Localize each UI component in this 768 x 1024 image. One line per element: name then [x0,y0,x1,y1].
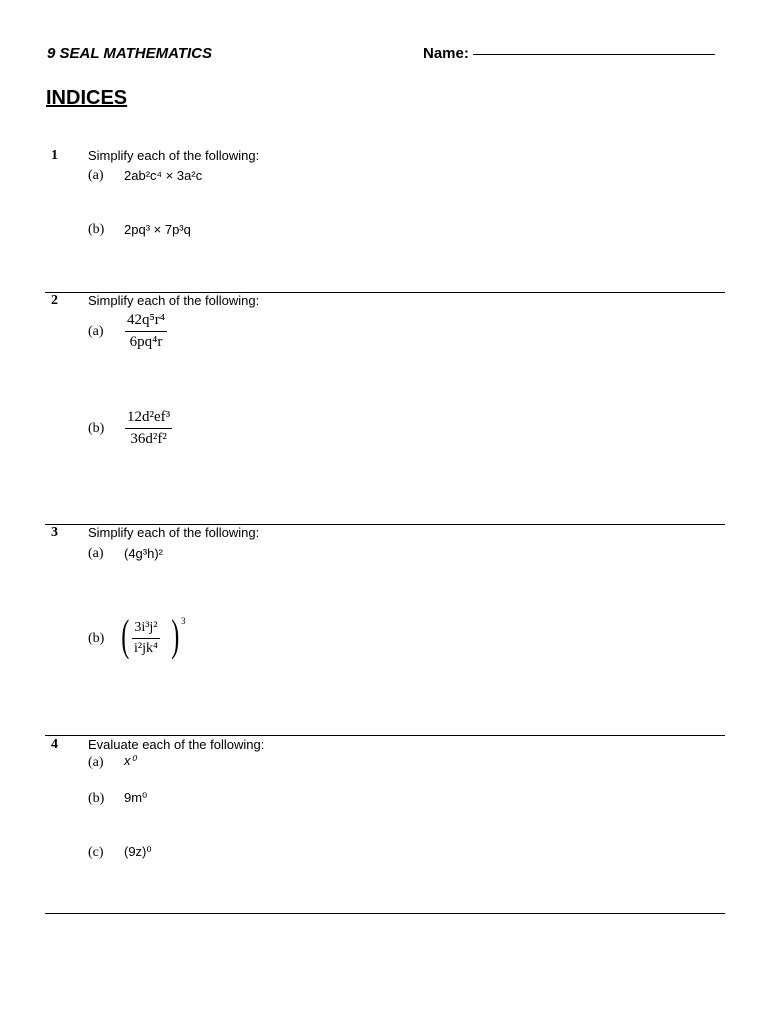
question-4a-expression: x⁰ [124,753,136,768]
question-4a-label: (a) [88,755,104,770]
question-4b-expression: 9m⁰ [124,790,148,805]
question-2b-numerator: 12d²ef³ [125,409,172,429]
page-title: INDICES [46,87,128,109]
question-1b-label: (b) [88,222,105,237]
question-3b-label: (b) [88,631,105,646]
question-3b-denominator: i²jk⁴ [134,641,158,656]
question-2a-numerator: 42q⁵r⁴ [125,312,167,332]
question-1-number: 1 [51,148,58,163]
question-3b-numerator: 3i³j² [132,620,160,639]
question-1a-label: (a) [88,168,104,183]
question-3-prompt: Simplify each of the following: [88,525,260,540]
question-1b-expression: 2pq³ × 7p³q [124,222,191,237]
question-4c-expression: (9z)⁰ [124,844,152,859]
right-parenthesis: ) [171,611,180,660]
question-2-number: 2 [51,293,58,308]
question-2b-label: (b) [88,421,105,436]
name-label: Name: [423,45,469,62]
course-title: 9 SEAL MATHEMATICS [47,45,213,62]
question-4-prompt: Evaluate each of the following: [88,737,265,752]
question-3a-label: (a) [88,546,104,561]
question-4b-label: (b) [88,791,105,806]
name-blank-line [473,54,715,55]
question-4c-label: (c) [88,845,104,860]
name-field [423,45,715,62]
left-parenthesis: ( [121,611,130,660]
question-3a-expression: (4g³h)² [124,546,164,561]
question-3b-fraction [132,620,160,657]
question-3-number: 3 [51,525,58,540]
question-2a-label: (a) [88,324,104,339]
divider-4 [45,913,725,914]
divider-3 [45,735,725,736]
question-2b-fraction [125,409,172,448]
question-2-prompt: Simplify each of the following: [88,293,260,308]
question-4-number: 4 [51,737,58,752]
question-1-prompt: Simplify each of the following: [88,148,260,163]
question-2a-fraction [125,312,167,351]
question-1a-expression: 2ab²c⁴ × 3a²c [124,168,203,183]
question-2b-denominator: 36d²f² [130,431,167,447]
question-2a-denominator: 6pq⁴r [129,334,163,350]
question-3b-outer-power: 3 [181,616,186,626]
